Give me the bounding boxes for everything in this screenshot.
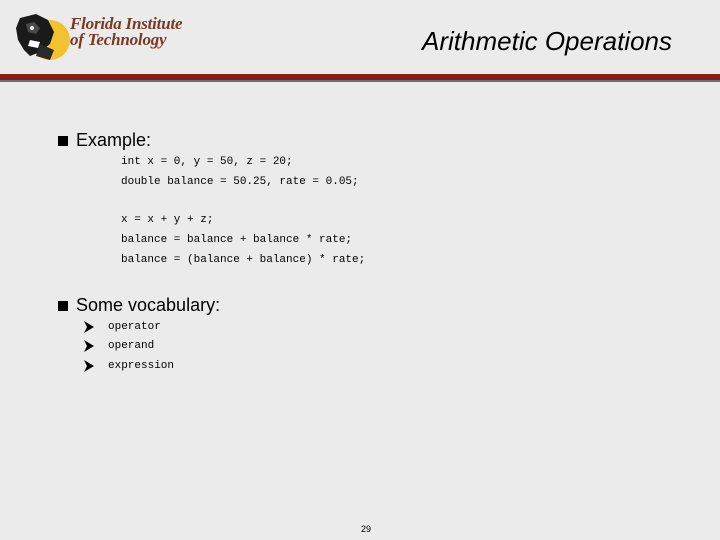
logo-line-2: of Technology [70,30,167,49]
vocabulary-item: operand [108,340,155,352]
code-line: x = x + y + z; [121,214,214,226]
code-line: balance = (balance + balance) * rate; [121,254,366,266]
arrow-bullet-icon [84,321,94,333]
page-number: 29 [360,524,371,534]
logo-text [70,16,182,48]
code-line: balance = balance + balance * rate; [121,234,353,246]
header-divider-shadow [0,80,720,82]
vocabulary-bullet-icon [58,301,68,311]
vocabulary-item: operator [108,321,161,333]
slide-title: Arithmetic Operations [422,26,672,56]
panther-logo-icon [14,10,74,66]
institution-logo [14,10,184,66]
logo-line-1: Florida Institute [70,14,183,33]
code-line: int x = 0, y = 50, z = 20; [121,156,293,168]
code-line: double balance = 50.25, rate = 0.05; [121,176,359,188]
example-heading: Example: [76,130,152,150]
example-bullet-icon [58,136,68,146]
vocabulary-heading: Some vocabulary: [76,295,221,315]
arrow-bullet-icon [84,340,94,352]
arrow-bullet-icon [84,360,94,372]
vocabulary-item: expression [108,360,175,372]
